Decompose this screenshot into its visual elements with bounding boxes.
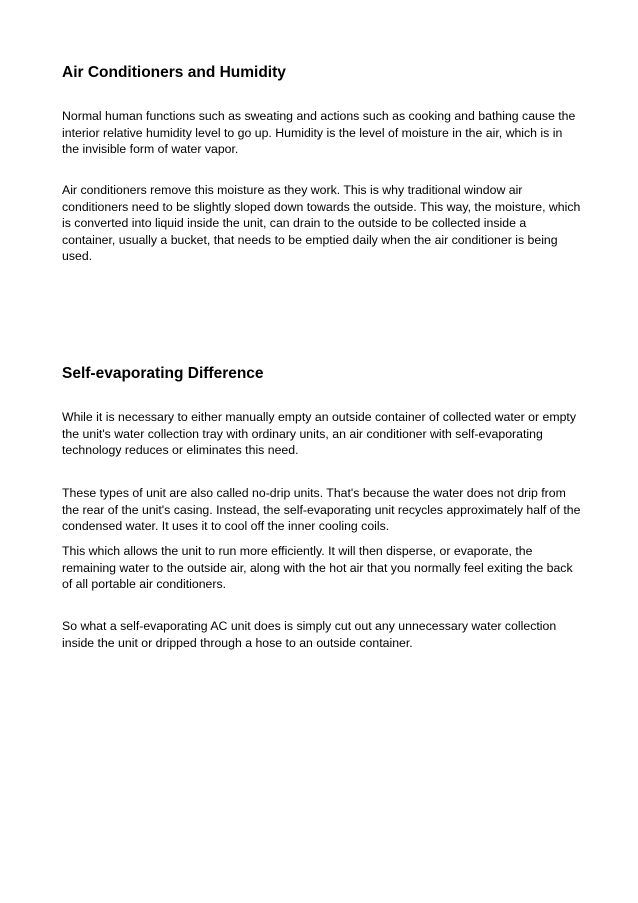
paragraph-moisture-removal: Air conditioners remove this moisture as they work. This is why traditional window air conditioners need to be slightly sloped down towards the outside. This way, the moisture, which is converted into liquid inside the unit, can drain to the outside to be collected inside a container, usually a bucket, that needs to be emptied daily when the air conditioner is being used. [62, 183, 581, 263]
section-heading-humidity: Air Conditioners and Humidity [62, 64, 286, 81]
paragraph-self-evaporating-need: While it is necessary to either manually empty an outside container of collected water or empty the unit's water collection tray with ordinary units, an air conditioner with self-evaporating technology reduces or eliminates this need. [62, 410, 576, 457]
paragraph-efficiency: This which allows the unit to run more efficiently. It will then disperse, or evaporate, the remaining water to the outside air, along with the hot air that you normally feel exiting the back of all portable air conditioners. [62, 544, 573, 591]
paragraph-no-drip-units: These types of unit are also called no-drip units. That's because the water does not drip from the rear of the unit's casing. Instead, the self-evaporating unit recycles approximately half of the condensed water. It uses it to cool off the inner cooling coils. [62, 486, 581, 533]
paragraph-summary: So what a self-evaporating AC unit does is simply cut out any unnecessary water collection inside the unit or dripped through a hose to an outside container. [62, 619, 557, 650]
paragraph-humidity-intro: Normal human functions such as sweating and actions such as cooking and bathing cause the interior relative humidity level to go up. Humidity is the level of moisture in the air, which is in the invisible form of water vapor. [62, 109, 576, 156]
section-heading-self-evaporating: Self-evaporating Difference [62, 365, 264, 382]
